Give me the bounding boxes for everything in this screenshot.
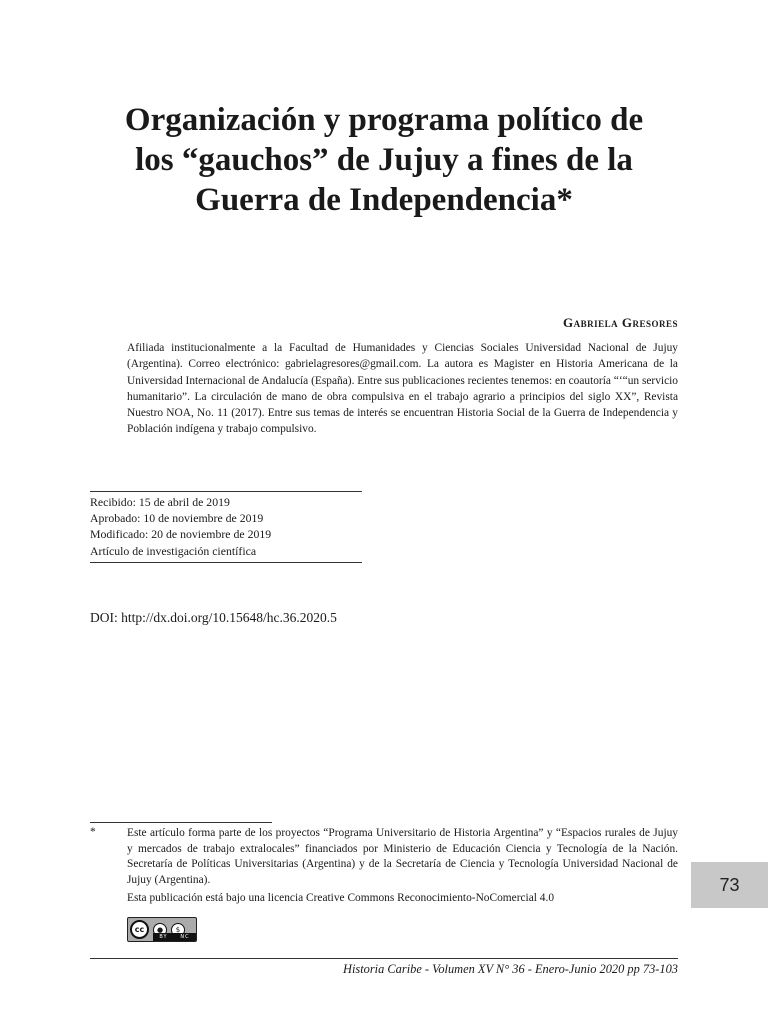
received-date: Recibido: 15 de abril de 2019 [90, 495, 230, 509]
footnote-mark: * [90, 826, 96, 838]
author-name: Gabriela Gresores [563, 315, 678, 330]
dates-bottom-rule [90, 562, 362, 563]
article-type: Artículo de investigación científica [90, 543, 257, 558]
article-title [60, 100, 708, 220]
doi-link[interactable]: DOI: http://dx.doi.org/10.15648/hc.36.2020.5 [90, 610, 337, 625]
dates-top-rule [90, 491, 362, 492]
title-line-2: los “gauchos” de Jujuy a fines de la [135, 142, 633, 178]
modified-date: Modificado: 20 de noviembre de 2019 [90, 527, 272, 542]
author-affiliation: Afiliada institucionalmente a la Facultad de Humanidades y Ciencias Sociales Universidad Nacional de Jujuy (Argentina). Correo electrónico: gabrielagresores@gmail.com. La autora es Magister en Historia Americana de la Universidad Internacional de Andalucía (España). Entre sus publicaciones recientes tenemos: en coautoría “‘“un servicio humanitario”. La circulación de mano de obra compulsiva en el trabajo agrario a principios del siglo XX”, Revista Nuestro NOA, No. 11 (2017). Entre sus temas de interés se encuentran Historia Social de la Guerra de Independencia y Población indígena y trabajo compulsivo. [127, 342, 678, 436]
cc-icon: cc [130, 920, 149, 939]
license-text: Esta publicación está bajo una licencia Creative Commons Reconocimiento-NoComercial 4.0 [127, 892, 555, 904]
by-label: BY [159, 934, 168, 940]
footnote-text: Este artículo forma parte de los proyectos “Programa Universitario de Historia Argentina” y “Espacios rurales de Jujuy y mercados de trabajo extralocales” financiados por Ministerio de Educación Ciencia y Tecnología de la Nación. Secretaría de Políticas Universitarias (Argentina) y de la Secretaría de Ciencia y Tecnología Universidad Nacional de Jujuy (Argentina). [127, 827, 678, 886]
page-number: 73 [719, 874, 740, 895]
article-dates [90, 494, 271, 559]
approved-date: Aprobado: 10 de noviembre de 2019 [90, 511, 264, 526]
by-person-icon: ● [153, 923, 167, 937]
title-line-3: Guerra de Independencia* [195, 182, 573, 218]
nc-label: NC [180, 934, 190, 940]
footer-rule [90, 958, 678, 959]
title-line-1: Organización y programa político de [124, 102, 644, 138]
cc-license-badge[interactable] [127, 917, 197, 942]
footnote-rule [90, 822, 272, 823]
page-number-tab [691, 862, 768, 908]
license-badge-labels [153, 933, 196, 941]
journal-footer: Historia Caribe - Volumen XV N° 36 - Enero-Junio 2020 pp 73-103 [343, 962, 678, 976]
nc-dollar-icon: $ [171, 923, 185, 937]
